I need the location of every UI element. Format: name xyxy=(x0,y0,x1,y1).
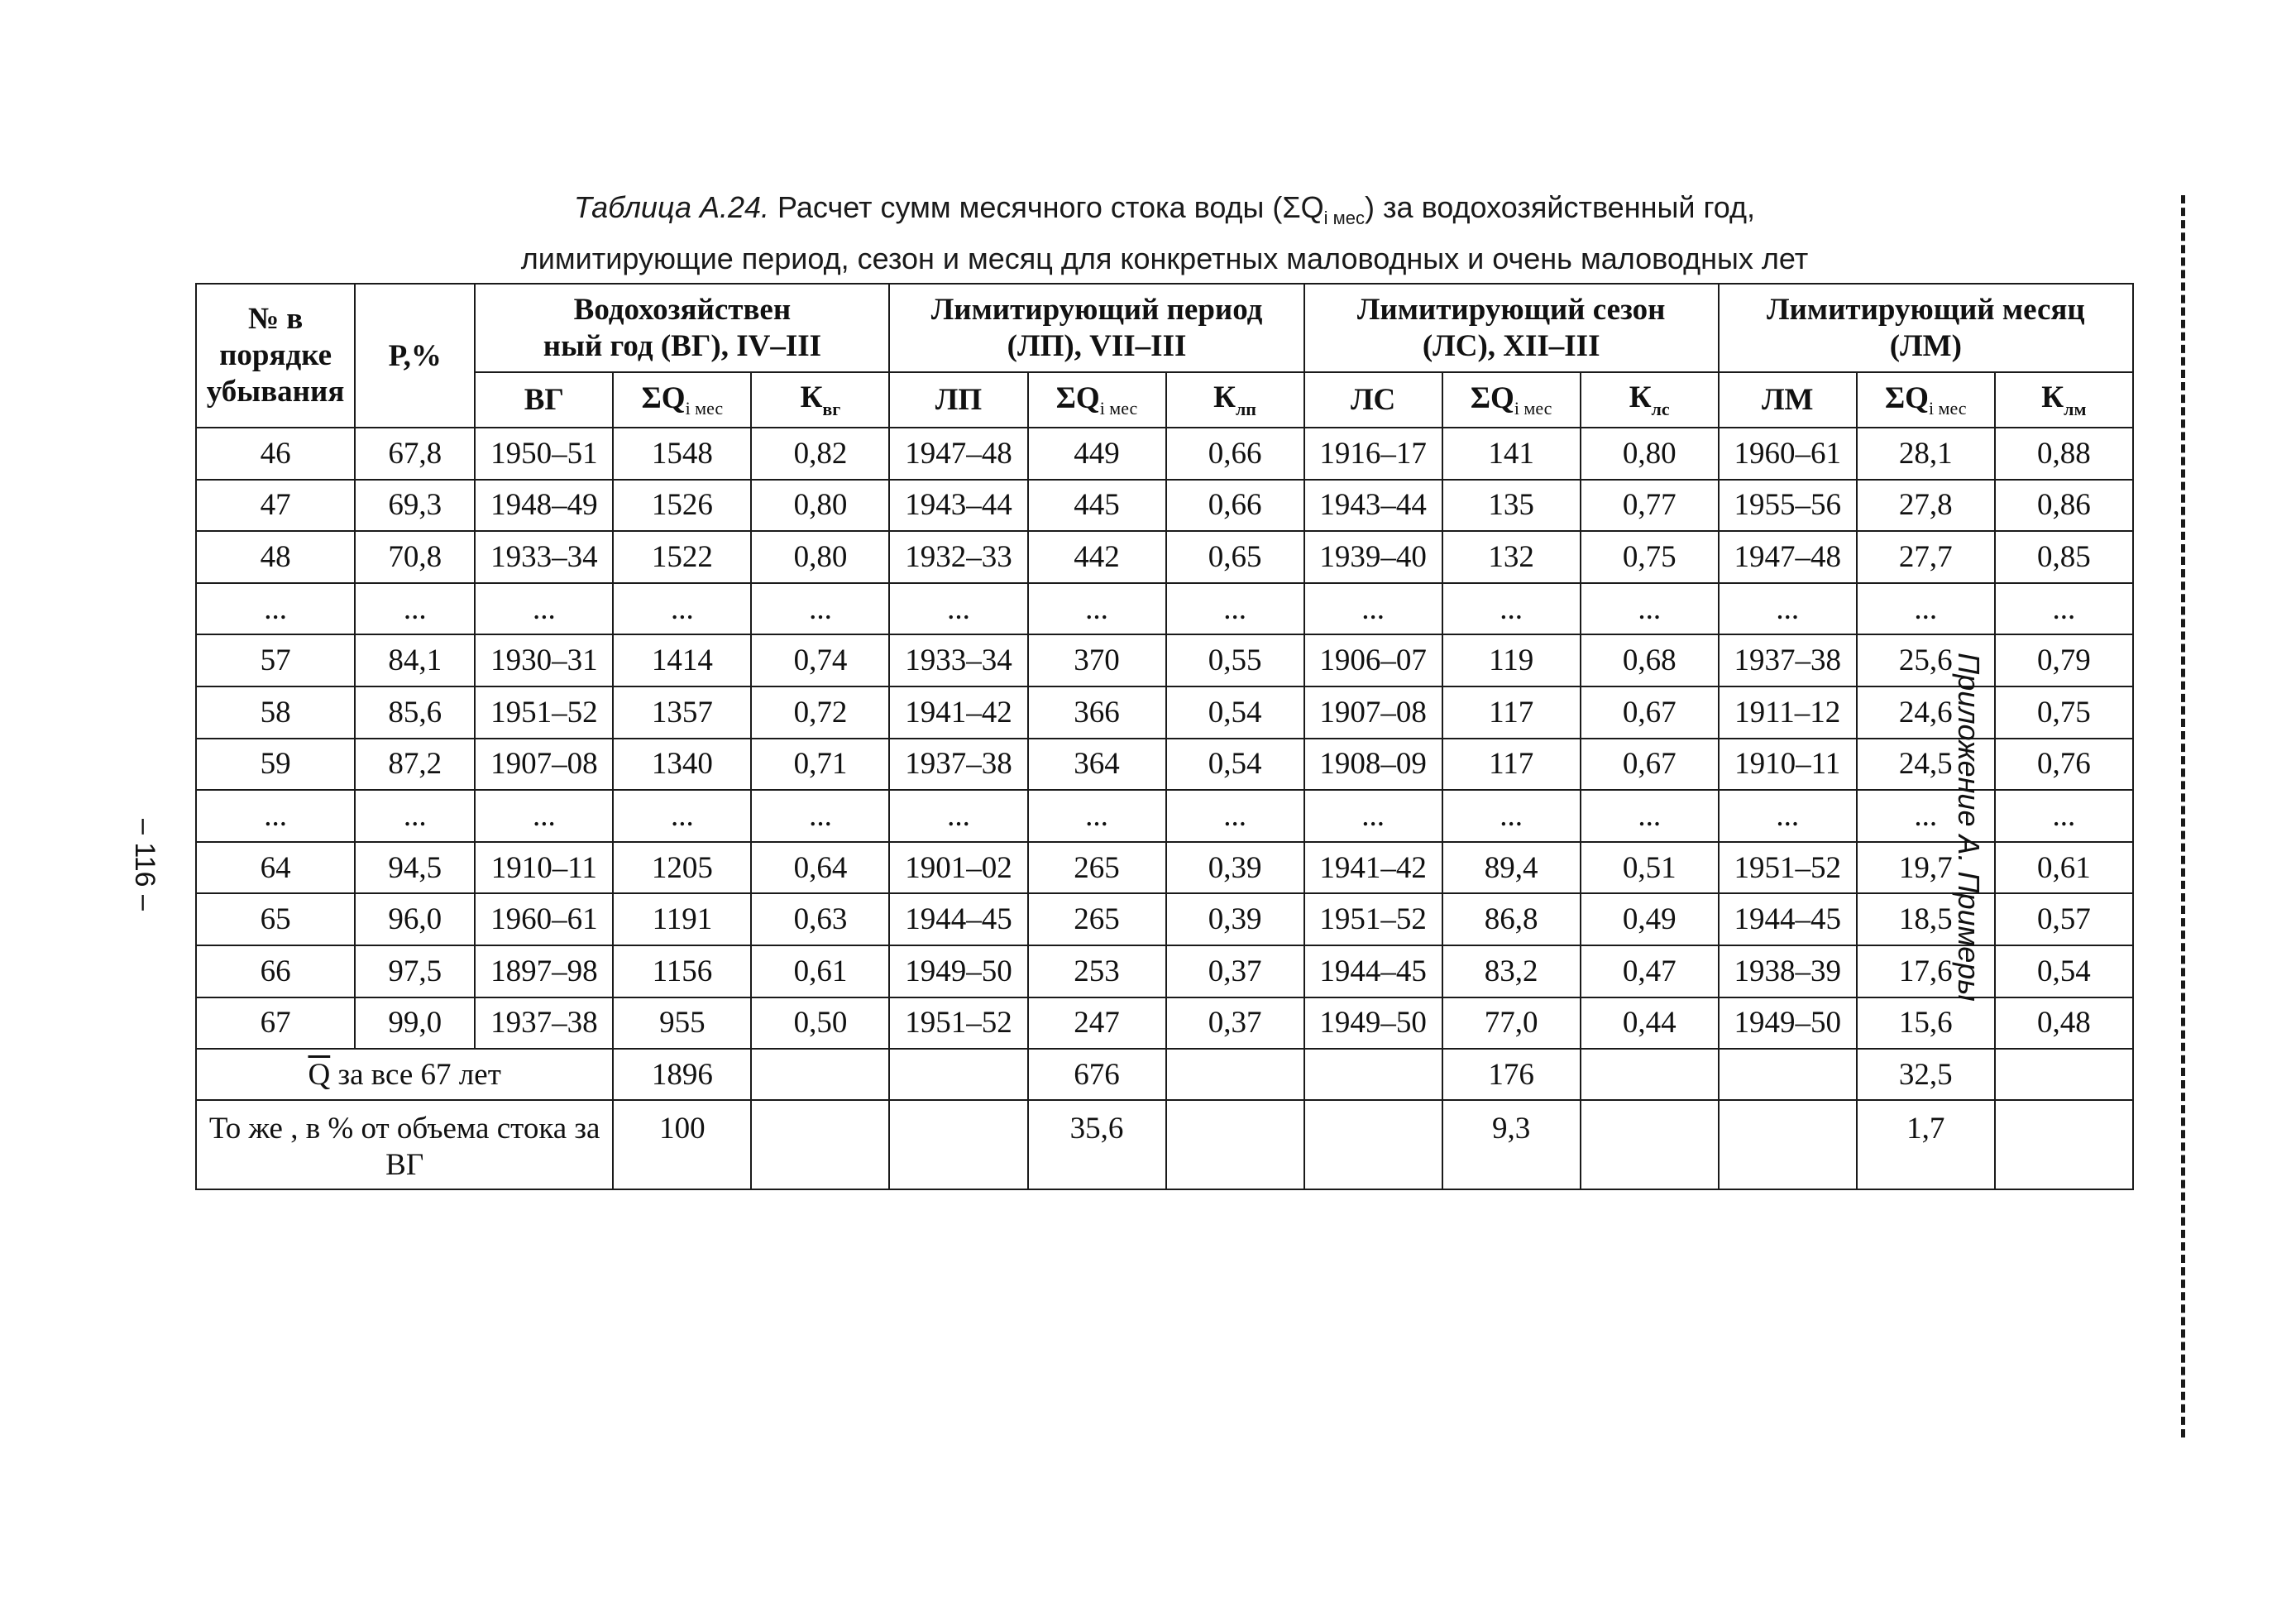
cell-year-lm: 1937–38 xyxy=(1719,634,1857,686)
cell-year-vg: ... xyxy=(475,583,613,635)
cell-sum-lp: 364 xyxy=(1028,739,1166,791)
cell-year-ls: ... xyxy=(1304,790,1442,842)
group-header-lp: Лимитирующий период (ЛП), VII–III xyxy=(889,284,1303,372)
cell-k-lp: ... xyxy=(1166,583,1304,635)
cell-rank: ... xyxy=(196,790,355,842)
cell-year-ls: 1949–50 xyxy=(1304,997,1442,1050)
percent-value-lm: 1,7 xyxy=(1857,1100,1995,1189)
subheader-sum-lp: $\Sigma Q_{i мес}$ xyxy=(1028,372,1166,428)
cell-year-vg: 1933–34 xyxy=(475,531,613,583)
cell-probability: 84,1 xyxy=(355,634,475,686)
cell-sum-ls: 117 xyxy=(1442,739,1581,791)
col-probability-header: Р,% xyxy=(355,284,475,428)
cell-probability: 94,5 xyxy=(355,842,475,894)
cell-sum-ls: ... xyxy=(1442,790,1581,842)
cell-year-lp: 1933–34 xyxy=(889,634,1027,686)
cell-k-ls: 0,51 xyxy=(1581,842,1719,894)
cell-sum-vg: 1191 xyxy=(613,893,751,945)
cell-k-ls: ... xyxy=(1581,790,1719,842)
cell-k-lm: 0,54 xyxy=(1995,945,2133,997)
cell-k-vg: 0,74 xyxy=(751,634,889,686)
table-row xyxy=(196,480,2133,532)
subheader-year-ls: ЛС xyxy=(1304,372,1442,428)
runoff-table xyxy=(195,283,2134,1190)
cell-rank: 47 xyxy=(196,480,355,532)
table-row xyxy=(196,893,2133,945)
caption-text-end: ) за водохозяйственный год, xyxy=(1365,190,1756,224)
cell-year-ls: 1944–45 xyxy=(1304,945,1442,997)
table-row xyxy=(196,531,2133,583)
cell-probability: 69,3 xyxy=(355,480,475,532)
cell-sum-vg: 1414 xyxy=(613,634,751,686)
mean-value-lm: 32,5 xyxy=(1857,1049,1995,1100)
percent-value-lp: 35,6 xyxy=(1028,1100,1166,1189)
cell-year-lp: 1941–42 xyxy=(889,686,1027,739)
cell-k-lm: 0,75 xyxy=(1995,686,2133,739)
cell-k-lm: 0,57 xyxy=(1995,893,2133,945)
cell-year-lp: 1944–45 xyxy=(889,893,1027,945)
empty-cell xyxy=(1166,1100,1304,1189)
header-row-2 xyxy=(196,372,2133,428)
cell-year-lp: 1947–48 xyxy=(889,428,1027,480)
cell-rank: 66 xyxy=(196,945,355,997)
cell-year-lp: ... xyxy=(889,583,1027,635)
subheader-k-vg: $К_{вг}$ xyxy=(751,372,889,428)
cell-k-lp: 0,37 xyxy=(1166,997,1304,1050)
cell-year-ls: 1941–42 xyxy=(1304,842,1442,894)
subheader-sum-vg: $\Sigma Q_{i мес}$ xyxy=(613,372,751,428)
cell-k-vg: 0,82 xyxy=(751,428,889,480)
cell-k-lp: 0,54 xyxy=(1166,686,1304,739)
cell-k-ls: 0,68 xyxy=(1581,634,1719,686)
subheader-k-ls: $К_{лс}$ xyxy=(1581,372,1719,428)
cell-sum-ls: 135 xyxy=(1442,480,1581,532)
cell-sum-vg: ... xyxy=(613,583,751,635)
subheader-year-vg: ВГ xyxy=(475,372,613,428)
cell-sum-lp: 366 xyxy=(1028,686,1166,739)
cell-k-vg: 0,71 xyxy=(751,739,889,791)
cell-year-ls: 1906–07 xyxy=(1304,634,1442,686)
cell-year-lp: 1951–52 xyxy=(889,997,1027,1050)
cell-year-lp: 1943–44 xyxy=(889,480,1027,532)
cell-sum-lm: 24,6 xyxy=(1857,686,1995,739)
cell-probability: 85,6 xyxy=(355,686,475,739)
cell-k-ls: 0,77 xyxy=(1581,480,1719,532)
cell-k-ls: 0,67 xyxy=(1581,739,1719,791)
cell-sum-ls: 89,4 xyxy=(1442,842,1581,894)
empty-cell xyxy=(889,1100,1027,1189)
percent-value-vg: 100 xyxy=(613,1100,751,1189)
group-header-vg: Водохозяйствен ный год (ВГ), IV–III xyxy=(475,284,889,372)
empty-cell xyxy=(1995,1100,2133,1189)
header-row-1 xyxy=(196,284,2133,372)
cell-k-ls: 0,44 xyxy=(1581,997,1719,1050)
cell-year-vg: 1948–49 xyxy=(475,480,613,532)
cell-year-lp: 1937–38 xyxy=(889,739,1027,791)
cell-sum-ls: 141 xyxy=(1442,428,1581,480)
cell-probability: ... xyxy=(355,583,475,635)
cell-sum-vg: 1548 xyxy=(613,428,751,480)
cell-sum-ls: 117 xyxy=(1442,686,1581,739)
empty-cell xyxy=(1995,1049,2133,1100)
group-header-ls: Лимитирующий сезон (ЛС), XII–III xyxy=(1304,284,1719,372)
table-row xyxy=(196,945,2133,997)
cell-sum-lm: 19,7 xyxy=(1857,842,1995,894)
table-row xyxy=(196,634,2133,686)
cell-sum-lm: 24,5 xyxy=(1857,739,1995,791)
caption-text: Расчет сумм месячного стока воды (ΣQ xyxy=(769,190,1324,224)
cell-sum-vg: 1156 xyxy=(613,945,751,997)
empty-cell xyxy=(1719,1100,1857,1189)
cell-year-lp: 1932–33 xyxy=(889,531,1027,583)
cell-k-ls: 0,75 xyxy=(1581,531,1719,583)
group-header-lm: Лимитирующий месяц (ЛМ) xyxy=(1719,284,2133,372)
dashed-margin-line xyxy=(2181,195,2185,1437)
cell-k-lm: 0,86 xyxy=(1995,480,2133,532)
cell-year-vg: 1910–11 xyxy=(475,842,613,894)
empty-cell xyxy=(1166,1049,1304,1100)
cell-sum-lm: 18,5 xyxy=(1857,893,1995,945)
cell-rank: 48 xyxy=(196,531,355,583)
empty-cell xyxy=(889,1049,1027,1100)
col-rank-header: № в порядке убывания xyxy=(196,284,355,428)
cell-rank: ... xyxy=(196,583,355,635)
cell-sum-vg: 1340 xyxy=(613,739,751,791)
cell-year-lm: 1910–11 xyxy=(1719,739,1857,791)
empty-cell xyxy=(1304,1100,1442,1189)
cell-sum-lp: 445 xyxy=(1028,480,1166,532)
cell-k-lm: 0,85 xyxy=(1995,531,2133,583)
cell-year-vg: 1937–38 xyxy=(475,997,613,1050)
cell-year-lm: 1944–45 xyxy=(1719,893,1857,945)
cell-year-lm: 1938–39 xyxy=(1719,945,1857,997)
cell-k-ls: 0,67 xyxy=(1581,686,1719,739)
cell-year-lm: 1949–50 xyxy=(1719,997,1857,1050)
cell-sum-lp: 442 xyxy=(1028,531,1166,583)
empty-cell xyxy=(751,1049,889,1100)
cell-k-lm: 0,88 xyxy=(1995,428,2133,480)
cell-sum-lm: 28,1 xyxy=(1857,428,1995,480)
empty-cell xyxy=(1581,1049,1719,1100)
cell-probability: 70,8 xyxy=(355,531,475,583)
cell-sum-lp: 265 xyxy=(1028,842,1166,894)
cell-year-vg: ... xyxy=(475,790,613,842)
cell-probability: 99,0 xyxy=(355,997,475,1050)
cell-year-ls: 1943–44 xyxy=(1304,480,1442,532)
cell-year-lm: 1951–52 xyxy=(1719,842,1857,894)
cell-k-lm: 0,48 xyxy=(1995,997,2133,1050)
mean-row xyxy=(196,1049,2133,1100)
empty-cell xyxy=(1304,1049,1442,1100)
cell-k-ls: 0,47 xyxy=(1581,945,1719,997)
page-number: – 116 – xyxy=(129,819,160,911)
cell-year-ls: 1916–17 xyxy=(1304,428,1442,480)
cell-year-lm: ... xyxy=(1719,790,1857,842)
cell-sum-vg: 1205 xyxy=(613,842,751,894)
cell-probability: 87,2 xyxy=(355,739,475,791)
empty-cell xyxy=(751,1100,889,1189)
caption-subscript: i мес xyxy=(1323,208,1366,228)
cell-k-lp: 0,66 xyxy=(1166,480,1304,532)
mean-label: $\overline{Q}$ за все 67 лет xyxy=(196,1049,613,1100)
cell-year-vg: 1897–98 xyxy=(475,945,613,997)
cell-k-vg: ... xyxy=(751,790,889,842)
subheader-year-lm: ЛМ xyxy=(1719,372,1857,428)
cell-year-lp: 1949–50 xyxy=(889,945,1027,997)
cell-k-lm: 0,79 xyxy=(1995,634,2133,686)
cell-sum-ls: ... xyxy=(1442,583,1581,635)
cell-sum-lm: 27,8 xyxy=(1857,480,1995,532)
section-title: Приложение А. Примеры xyxy=(1952,653,1986,1002)
cell-year-ls: 1908–09 xyxy=(1304,739,1442,791)
cell-year-lp: 1901–02 xyxy=(889,842,1027,894)
cell-k-lm: 0,61 xyxy=(1995,842,2133,894)
cell-k-lp: 0,37 xyxy=(1166,945,1304,997)
cell-k-lm: 0,76 xyxy=(1995,739,2133,791)
cell-rank: 57 xyxy=(196,634,355,686)
mean-value-lp: 676 xyxy=(1028,1049,1166,1100)
cell-sum-lp: 370 xyxy=(1028,634,1166,686)
cell-k-vg: 0,61 xyxy=(751,945,889,997)
cell-sum-vg: ... xyxy=(613,790,751,842)
table-caption xyxy=(195,187,2134,279)
cell-year-lm: 1947–48 xyxy=(1719,531,1857,583)
caption-line-1 xyxy=(195,187,2134,238)
table-row xyxy=(196,583,2133,635)
cell-rank: 64 xyxy=(196,842,355,894)
subheader-sum-lm: $\Sigma Q_{i мес}$ xyxy=(1857,372,1995,428)
cell-year-vg: 1950–51 xyxy=(475,428,613,480)
caption-label: Таблица А.24. xyxy=(573,190,770,224)
cell-sum-vg: 1526 xyxy=(613,480,751,532)
cell-year-vg: 1951–52 xyxy=(475,686,613,739)
cell-year-vg: 1960–61 xyxy=(475,893,613,945)
subheader-k-lm: $К_{лм}$ xyxy=(1995,372,2133,428)
table-row xyxy=(196,842,2133,894)
cell-k-lm: ... xyxy=(1995,790,2133,842)
cell-sum-lp: ... xyxy=(1028,583,1166,635)
mean-value-vg: 1896 xyxy=(613,1049,751,1100)
subheader-year-lp: ЛП xyxy=(889,372,1027,428)
cell-year-lp: ... xyxy=(889,790,1027,842)
cell-k-vg: 0,50 xyxy=(751,997,889,1050)
table-row xyxy=(196,739,2133,791)
cell-sum-lm: 15,6 xyxy=(1857,997,1995,1050)
cell-sum-vg: 955 xyxy=(613,997,751,1050)
cell-k-vg: 0,63 xyxy=(751,893,889,945)
cell-sum-lp: ... xyxy=(1028,790,1166,842)
cell-year-ls: 1907–08 xyxy=(1304,686,1442,739)
cell-sum-lp: 265 xyxy=(1028,893,1166,945)
mean-value-ls: 176 xyxy=(1442,1049,1581,1100)
cell-k-ls: 0,49 xyxy=(1581,893,1719,945)
cell-k-vg: 0,80 xyxy=(751,480,889,532)
cell-sum-ls: 77,0 xyxy=(1442,997,1581,1050)
cell-k-lp: 0,39 xyxy=(1166,893,1304,945)
cell-k-vg: ... xyxy=(751,583,889,635)
cell-year-lm: ... xyxy=(1719,583,1857,635)
cell-k-lp: 0,55 xyxy=(1166,634,1304,686)
cell-probability: 67,8 xyxy=(355,428,475,480)
cell-sum-lm: 25,6 xyxy=(1857,634,1995,686)
cell-k-lp: 0,65 xyxy=(1166,531,1304,583)
cell-k-ls: ... xyxy=(1581,583,1719,635)
cell-rank: 67 xyxy=(196,997,355,1050)
cell-sum-lm: 27,7 xyxy=(1857,531,1995,583)
table-row xyxy=(196,428,2133,480)
cell-k-ls: 0,80 xyxy=(1581,428,1719,480)
cell-sum-ls: 132 xyxy=(1442,531,1581,583)
cell-k-lp: 0,39 xyxy=(1166,842,1304,894)
cell-sum-ls: 86,8 xyxy=(1442,893,1581,945)
cell-sum-lp: 449 xyxy=(1028,428,1166,480)
cell-year-lm: 1960–61 xyxy=(1719,428,1857,480)
cell-sum-lp: 253 xyxy=(1028,945,1166,997)
cell-sum-ls: 83,2 xyxy=(1442,945,1581,997)
empty-cell xyxy=(1719,1049,1857,1100)
cell-sum-vg: 1522 xyxy=(613,531,751,583)
cell-sum-lm: ... xyxy=(1857,583,1995,635)
cell-sum-vg: 1357 xyxy=(613,686,751,739)
cell-year-vg: 1907–08 xyxy=(475,739,613,791)
table-row xyxy=(196,790,2133,842)
cell-year-lm: 1955–56 xyxy=(1719,480,1857,532)
percent-row xyxy=(196,1100,2133,1189)
cell-year-ls: 1951–52 xyxy=(1304,893,1442,945)
subheader-k-lp: $К_{лп}$ xyxy=(1166,372,1304,428)
cell-sum-lm: 17,6 xyxy=(1857,945,1995,997)
caption-line-2: лимитирующие период, сезон и месяц для конкретных маловодных и очень маловодных лет xyxy=(520,242,1809,275)
cell-year-vg: 1930–31 xyxy=(475,634,613,686)
cell-rank: 59 xyxy=(196,739,355,791)
cell-probability: 96,0 xyxy=(355,893,475,945)
cell-rank: 46 xyxy=(196,428,355,480)
cell-sum-lp: 247 xyxy=(1028,997,1166,1050)
cell-rank: 65 xyxy=(196,893,355,945)
table-row xyxy=(196,997,2133,1050)
cell-year-lm: 1911–12 xyxy=(1719,686,1857,739)
subheader-sum-ls: $\Sigma Q_{i мес}$ xyxy=(1442,372,1581,428)
cell-k-vg: 0,64 xyxy=(751,842,889,894)
cell-probability: ... xyxy=(355,790,475,842)
cell-k-lp: ... xyxy=(1166,790,1304,842)
cell-year-ls: 1939–40 xyxy=(1304,531,1442,583)
percent-value-ls: 9,3 xyxy=(1442,1100,1581,1189)
cell-k-vg: 0,72 xyxy=(751,686,889,739)
cell-k-vg: 0,80 xyxy=(751,531,889,583)
cell-probability: 97,5 xyxy=(355,945,475,997)
cell-k-lp: 0,66 xyxy=(1166,428,1304,480)
empty-cell xyxy=(1581,1100,1719,1189)
cell-k-lm: ... xyxy=(1995,583,2133,635)
table-row xyxy=(196,686,2133,739)
cell-sum-ls: 119 xyxy=(1442,634,1581,686)
cell-rank: 58 xyxy=(196,686,355,739)
table-body xyxy=(196,428,2133,1189)
cell-sum-lm: ... xyxy=(1857,790,1995,842)
cell-k-lp: 0,54 xyxy=(1166,739,1304,791)
cell-year-ls: ... xyxy=(1304,583,1442,635)
percent-label: То же , в % от объема стока за ВГ xyxy=(196,1100,613,1189)
